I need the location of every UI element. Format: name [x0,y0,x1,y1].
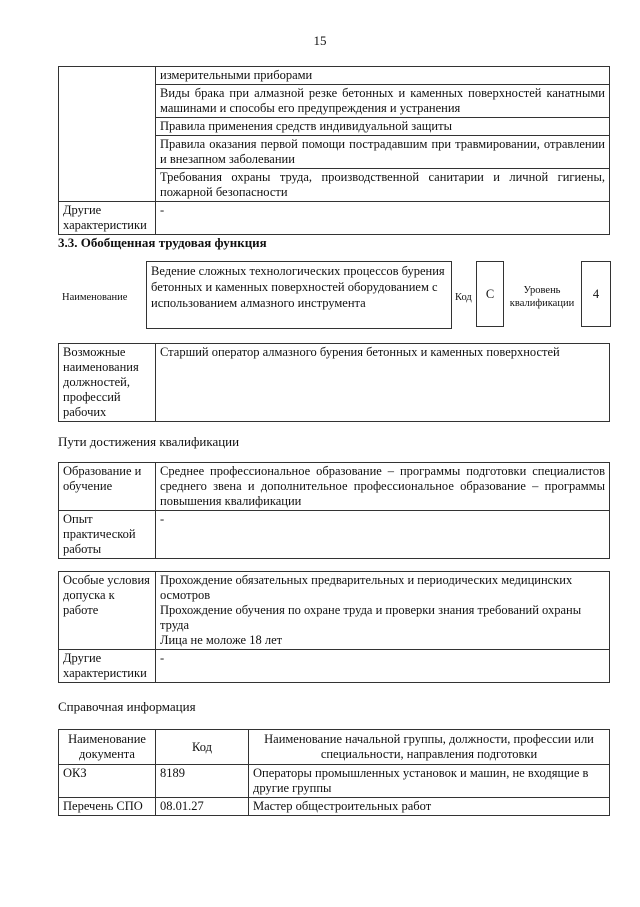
reference-table [58,729,610,816]
other-characteristics-label: Другие характеристики [59,650,156,683]
other-characteristics-value: - [156,650,610,683]
doc-cell: ОКЗ [59,765,156,798]
code-value-box: C [476,261,504,327]
doc-cell: Перечень СПО [59,798,156,816]
condition-item: Прохождение обязательных предварительных и периодических медицинских осмотров [160,573,573,602]
table-row [59,765,610,798]
conditions-label: Особые условия допуска к работе [59,572,156,650]
paths-title: Пути достижения квалификации [58,434,240,449]
knowledge-item: Правила применения средств индивидуальной защиты [156,118,610,136]
conditions-table [58,571,610,683]
education-table [58,462,610,559]
reference-title: Справочная информация [58,699,196,714]
function-name-box: Ведение сложных технологических процессов бурения бетонных и каменных поверхностей оборудованием с использованием алмазного инструмента [146,261,452,329]
header-document: Наименование документа [59,730,156,765]
other-characteristics-value: - [156,202,610,235]
condition-item: Прохождение обучения по охране труда и проверки знания требований охраны труда [160,603,582,632]
code-label: Код [455,292,472,303]
header-name: Наименование начальной группы, должности, профессии или специальности, направления подготовки [249,730,610,765]
knowledge-item: Требования охраны труда, производственной санитарии и личной гигиены, пожарной безопасности [156,169,610,202]
name-cell: Мастер общестроительных работ [249,798,610,816]
level-value-box: 4 [581,261,611,327]
positions-label: Возможные наименования должностей, профессий рабочих [59,344,156,422]
code-cell: 08.01.27 [156,798,249,816]
code-cell: 8189 [156,765,249,798]
header-code: Код [156,730,249,765]
knowledge-table [58,66,610,235]
empty-label-cell [59,67,156,202]
other-characteristics-label: Другие характеристики [59,202,156,235]
experience-label: Опыт практической работы [59,511,156,559]
level-label: Уровень квалификации [509,285,575,309]
education-label: Образование и обучение [59,463,156,511]
page-number: 15 [313,33,327,48]
knowledge-item: Правила оказания первой помощи пострадавшим при травмировании, отравлении и внезапном заболевании [156,136,610,169]
name-label: Наименование [62,292,128,303]
section-title: 3.3. Обобщенная трудовая функция [58,235,267,250]
positions-table [58,343,610,422]
positions-value: Старший оператор алмазного бурения бетонных и каменных поверхностей [156,344,610,422]
knowledge-item: Виды брака при алмазной резке бетонных и каменных поверхностей канатными машинами и способы его предупреждения и устранения [156,85,610,118]
condition-item: Лица не моложе 18 лет [160,633,283,647]
experience-value: - [156,511,610,559]
knowledge-item: измерительными приборами [156,67,610,85]
table-row [59,798,610,816]
education-value: Среднее профессиональное образование – программы подготовки специалистов среднего звена и дополнительное профессиональное образование – программы повышения квалификации [156,463,610,511]
name-cell: Операторы промышленных установок и машин, не входящие в другие группы [249,765,610,798]
